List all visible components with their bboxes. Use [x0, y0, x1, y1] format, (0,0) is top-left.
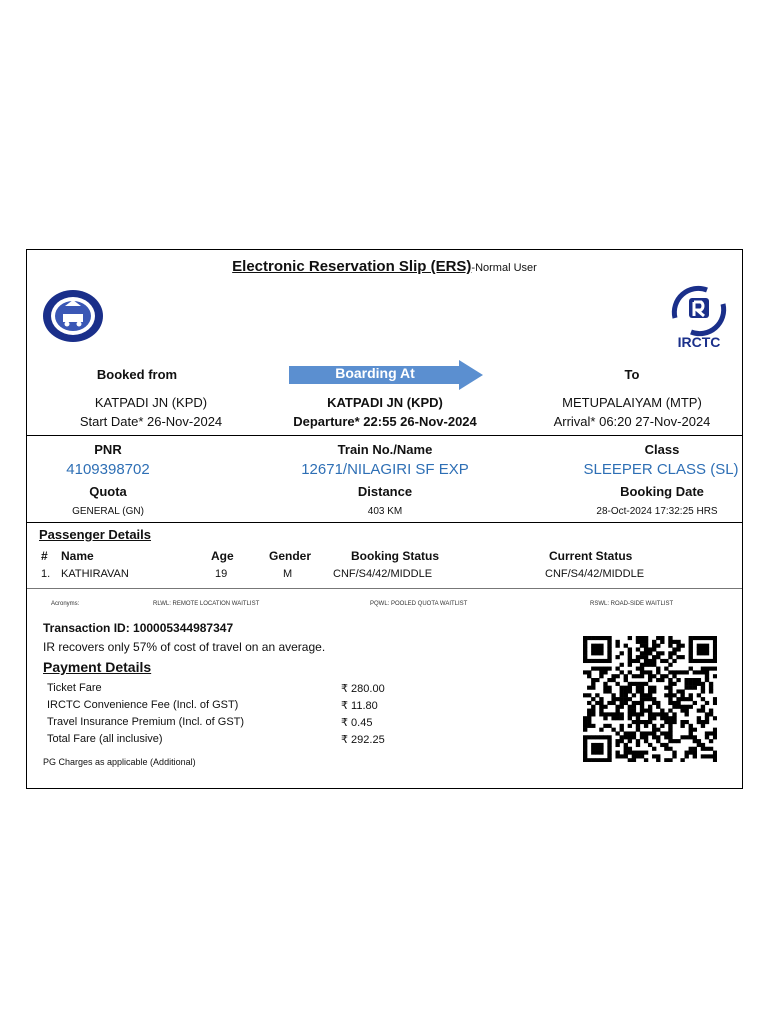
payment-amount: ₹ 292.25 [341, 734, 385, 746]
passenger-header-no: # [41, 549, 48, 563]
passenger-row-no: 1. [41, 568, 51, 580]
ers-ticket [26, 249, 743, 789]
arrival-time: Arrival* 06:20 27-Nov-2024 [553, 414, 711, 429]
start-date: Start Date* 26-Nov-2024 [79, 414, 223, 429]
indian-railways-logo-icon [41, 288, 105, 344]
pnr-label: PNR [94, 442, 122, 457]
to-station: METUPALAIYAM (MTP) [562, 395, 702, 410]
to-label: To [624, 367, 640, 382]
distance-value: 403 KM [367, 506, 403, 517]
acronyms-label: Acronyms: [51, 601, 80, 607]
payment-label: Total Fare (all inclusive) [47, 733, 163, 745]
passenger-header-name: Name [61, 549, 94, 563]
distance-label: Distance [357, 484, 413, 499]
payment-label: IRCTC Convenience Fee (Incl. of GST) [47, 699, 239, 711]
payment-amount: ₹ 0.45 [341, 717, 373, 729]
booked-from-label: Booked from [96, 367, 178, 382]
ticket-title [27, 258, 742, 275]
ticket-title-main: Electronic Reservation Slip (ERS) [232, 258, 472, 275]
pnr-value: 4109398702 [66, 461, 150, 478]
payment-amount: ₹ 280.00 [341, 683, 385, 695]
acronym-rswl: RSWL: ROAD-SIDE WAITLIST [590, 601, 674, 607]
divider-line [27, 588, 742, 589]
class-label: Class [644, 442, 680, 457]
divider-line [27, 788, 742, 789]
passenger-header-gender: Gender [269, 549, 312, 563]
payment-details-title: Payment Details [43, 659, 152, 675]
acronym-rlwl: RLWL: REMOTE LOCATION WAITLIST [153, 601, 260, 607]
divider-line [27, 435, 742, 436]
booking-date-value: 28-Oct-2024 17:32:25 HRS [596, 506, 718, 517]
pg-charges-note: PG Charges as applicable (Additional) [43, 757, 196, 767]
payment-label: Travel Insurance Premium (Incl. of GST) [47, 716, 245, 728]
qr-code-icon [583, 636, 717, 762]
train-value: 12671/NILAGIRI SF EXP [301, 461, 469, 478]
departure-time: Departure* 22:55 26-Nov-2024 [293, 414, 477, 429]
passenger-header-booking-status: Booking Status [351, 549, 440, 563]
passenger-row-booking-status: CNF/S4/42/MIDDLE [333, 568, 433, 580]
passenger-details-title: Passenger Details [39, 527, 152, 542]
quota-label: Quota [89, 484, 127, 499]
transaction-id: Transaction ID: 100005344987347 [43, 621, 234, 635]
passenger-row-gender: M [283, 568, 293, 580]
recovery-note: IR recovers only 57% of cost of travel on an average. [43, 640, 326, 654]
booking-date-label: Booking Date [620, 484, 704, 499]
payment-amount: ₹ 11.80 [341, 700, 378, 712]
passenger-row-name: KATHIRAVAN [61, 568, 129, 580]
ticket-title-suffix: -Normal User [471, 262, 537, 274]
quota-value: GENERAL (GN) [72, 506, 144, 517]
boarding-station: KATPADI JN (KPD) [327, 395, 443, 410]
class-value: SLEEPER CLASS (SL) [583, 461, 739, 478]
boarding-at-label: Boarding At [335, 365, 415, 381]
acronym-pqwl: PQWL: POOLED QUOTA WAITLIST [370, 601, 468, 607]
train-label: Train No./Name [337, 442, 433, 457]
passenger-row-age: 19 [215, 568, 228, 580]
divider-line [27, 522, 742, 523]
irctc-brand-text: IRCTC [677, 334, 721, 350]
from-station: KATPADI JN (KPD) [94, 395, 208, 410]
passenger-header-current-status: Current Status [549, 549, 633, 563]
payment-label: Ticket Fare [47, 682, 102, 694]
passenger-header-age: Age [211, 549, 234, 563]
passenger-row-current-status: CNF/S4/42/MIDDLE [545, 568, 645, 580]
